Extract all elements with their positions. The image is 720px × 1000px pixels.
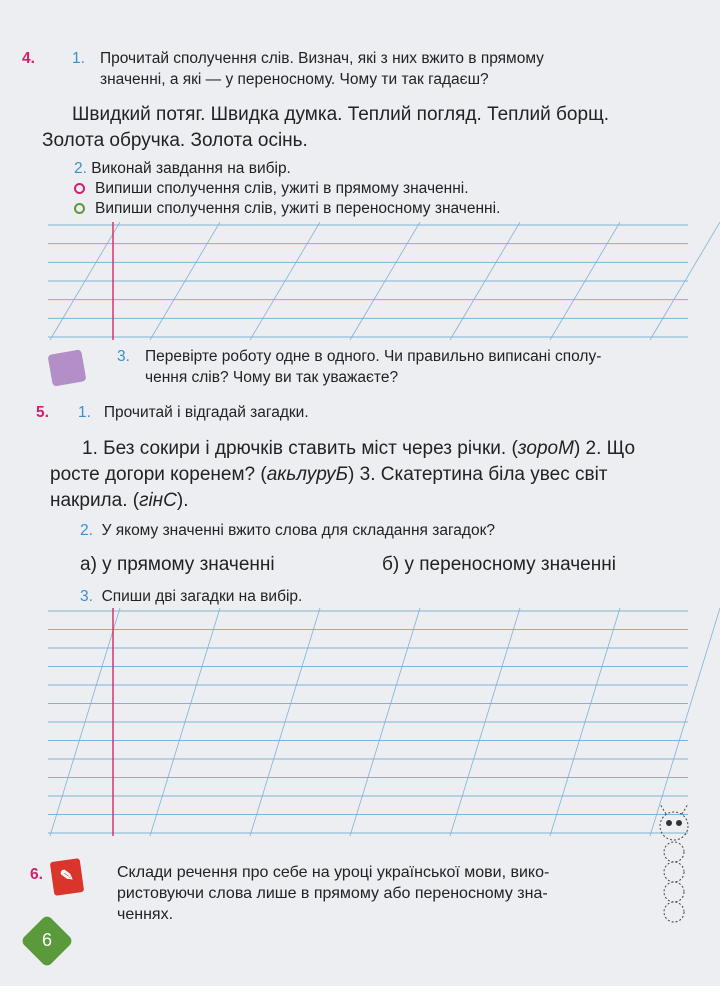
page-number: 6 [41, 930, 52, 950]
answer-b: б) у переносному значенні [382, 554, 616, 575]
exercise-6-number: 6. [30, 866, 43, 883]
ex4-option-b: Випиши сполучення слів, ужиті в переносному значенні. [74, 198, 500, 219]
phrases-line2: Золота обручка. Золота осінь. [42, 130, 308, 151]
caterpillar-icon [652, 800, 700, 935]
exercise-5-number: 5. [36, 404, 49, 421]
ex5-task1: 1. Прочитай і відгадай загадки. [78, 404, 309, 421]
page-edge [0, 986, 720, 1000]
creative-task-icon: ✎ [50, 858, 84, 896]
pink-circle-icon [74, 183, 85, 194]
writing-lines-1[interactable] [0, 222, 720, 344]
ex4-task3-text: Перевірте роботу одне в одного. Чи правильно виписані сполу- чення слів? Чому ви так уважаєте? [145, 348, 602, 386]
ex4-task3-num: 3. [117, 348, 130, 365]
ex6-text: Склади речення про себе на уроці української мови, вико- ристовуючи слова лише в прямому або переносному зна- ченнях. [117, 864, 550, 923]
ex5-task2: 2. У якому значенні вжито слова для складання загадок? [80, 522, 495, 539]
answer-a: а) у прямому значенні [80, 554, 275, 575]
green-circle-icon [74, 203, 85, 214]
ex5-task3: 3. Спиши дві загадки на вибір. [80, 588, 303, 605]
ex4-task1: 1. [72, 50, 85, 67]
ex4-option-a: Випиши сполучення слів, ужиті в прямому значенні. [74, 178, 469, 199]
writing-lines-2[interactable] [0, 608, 720, 840]
phrases-line1: Швидкий потяг. Швидка думка. Теплий погляд. Теплий борщ. [72, 104, 609, 125]
riddles: 1. Без сокири і дрючків ставить міст через річки. (зороМ) 2. Що росте догори коренем? (акьлуруБ) 3. Скатертина біла увес світ накрила. (гінС). [50, 438, 636, 511]
ex4-task2: 2. Виконай завдання на вибір. [74, 160, 291, 177]
exercise-4-number: 4. [22, 50, 35, 67]
ex4-task1-text: Прочитай сполучення слів. Визнач, які з них вжито в прямому значенні, а які — у переносному. Чому ти так гадаєш? [100, 50, 544, 88]
pair-work-icon [47, 349, 86, 386]
